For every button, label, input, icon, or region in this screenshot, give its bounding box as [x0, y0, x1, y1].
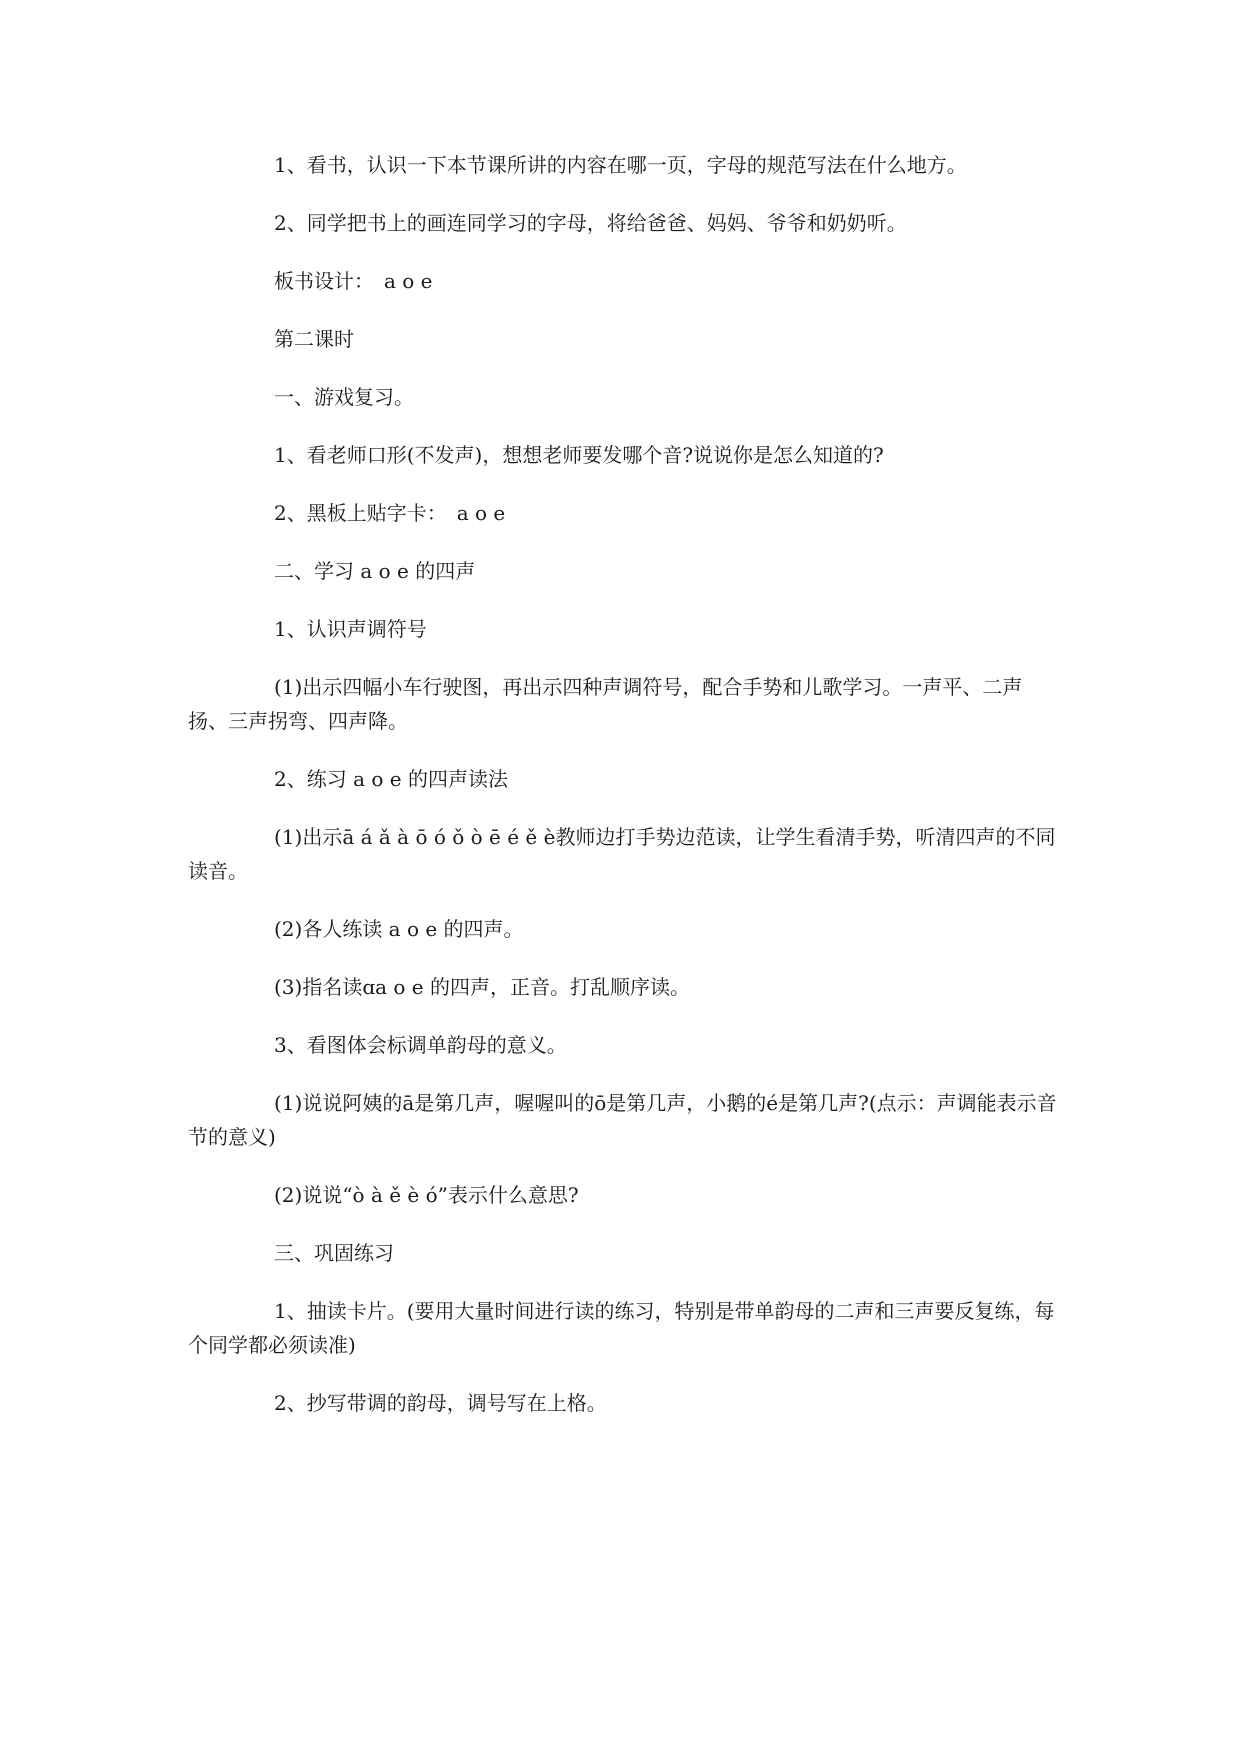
- paragraph: (1)出示四幅小车行驶图，再出示四种声调符号，配合手势和儿歌学习。一声平、二声扬、三声拐弯、四声降。: [188, 675, 1023, 733]
- paragraph: (3)指名读ɑa o e 的四声，正音。打乱顺序读。: [274, 975, 691, 999]
- paragraph: 板书设计： a o e: [274, 269, 433, 293]
- paragraph: 1、抽读卡片。(要用大量时间进行读的练习，特别是带单韵母的二声和三声要反复练，每个同学都必须读准): [188, 1299, 1055, 1357]
- paragraph: (1)出示ā á ǎ à ō ó ǒ ò ē é ě è教师边打手势边范读，让学生看清手势，听清四声的不同读音。: [188, 825, 1056, 883]
- paragraph: (2)各人练读 a o e 的四声。: [274, 917, 524, 941]
- paragraph: 三、巩固练习: [274, 1241, 394, 1265]
- paragraph: 1、看老师口形(不发声)，想想老师要发哪个音?说说你是怎么知道的?: [274, 443, 884, 467]
- paragraph: 二、学习 a o e 的四声: [274, 559, 476, 583]
- document-body: [188, 148, 1058, 1420]
- paragraph: 1、看书，认识一下本节课所讲的内容在哪一页，字母的规范写法在什么地方。: [274, 153, 967, 177]
- paragraph: 2、练习 a o e 的四声读法: [274, 767, 508, 791]
- paragraph: 1、认识声调符号: [274, 617, 427, 641]
- paragraph: 第二课时: [274, 327, 354, 351]
- paragraph: 2、同学把书上的画连同学习的字母，将给爸爸、妈妈、爷爷和奶奶听。: [274, 211, 907, 235]
- paragraph: 2、黑板上贴字卡： a o e: [274, 501, 506, 525]
- paragraph: (1)说说阿姨的ā是第几声，喔喔叫的ō是第几声，小鹅的é是第几声?(点示：声调能表示音节的意义): [188, 1091, 1057, 1149]
- paragraph: 一、游戏复习。: [274, 385, 414, 409]
- paragraph: 3、看图体会标调单韵母的意义。: [274, 1033, 567, 1057]
- paragraph: (2)说说“ò à ě è ó”表示什么意思?: [274, 1183, 579, 1207]
- paragraph: 2、抄写带调的韵母，调号写在上格。: [274, 1391, 607, 1415]
